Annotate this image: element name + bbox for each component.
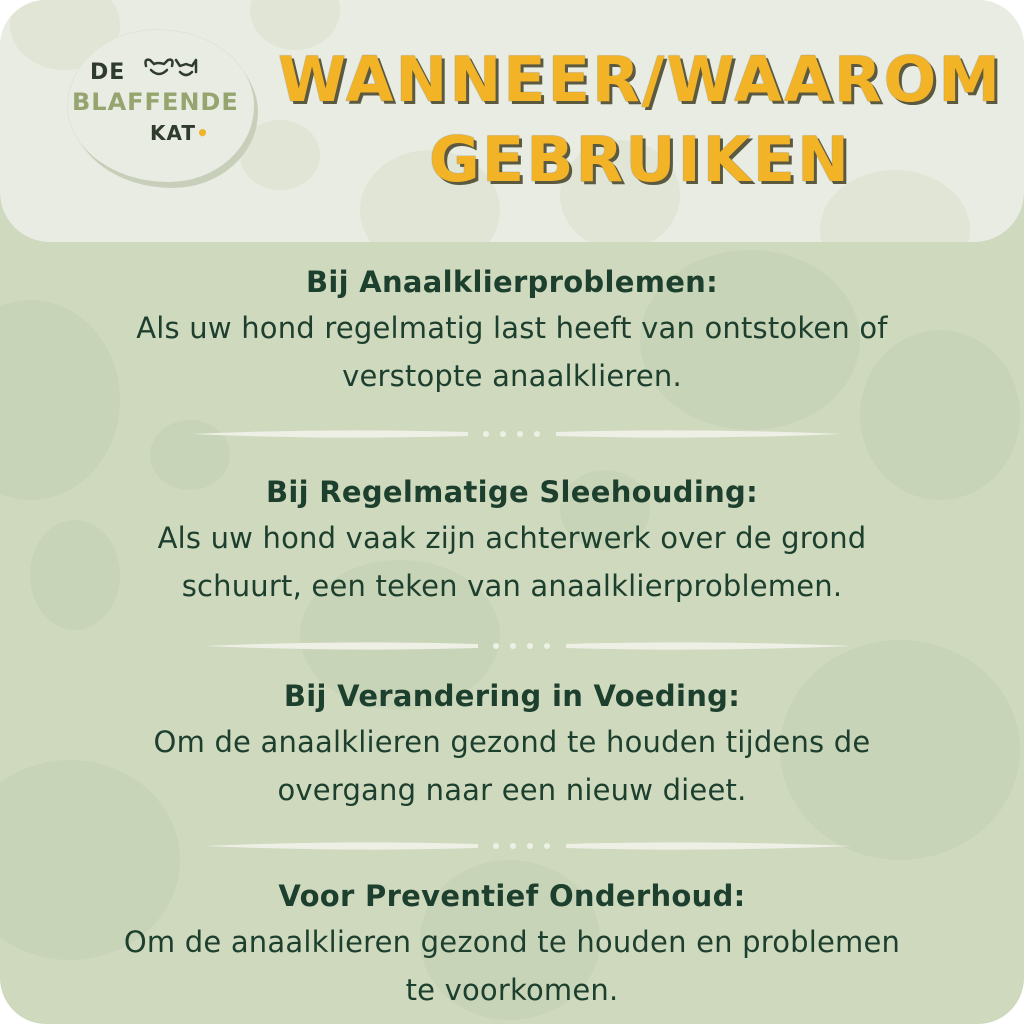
logo-dot: •: [196, 121, 210, 145]
logo-text-kat: [150, 121, 210, 145]
title-line-2: GEBRUIKEN: [429, 123, 851, 196]
section-text-line: te voorkomen.: [405, 973, 619, 1007]
section-heading: Voor Preventief Onderhoud:: [278, 879, 746, 913]
logo-kat-word: KAT: [150, 121, 197, 145]
section-divider: [0, 638, 1024, 654]
section-text-line: verstopte anaalklieren.: [342, 359, 682, 393]
section-text-line: Als uw hond vaak zijn achterwerk over de grond: [157, 521, 867, 555]
title-line-1: WANNEER/WAAROM: [277, 43, 1003, 116]
section-divider: [0, 426, 1024, 442]
section-sleehouding: [20, 472, 1004, 612]
section-text-line: Om de anaalklieren gezond te houden en problemen: [123, 925, 901, 959]
dog-and-cat-icon: [142, 56, 200, 88]
section-heading: Bij Regelmatige Sleehouding:: [265, 475, 759, 509]
section-text-line: Om de anaalklieren gezond te houden tijdens de: [153, 725, 871, 759]
section-voeding: [20, 676, 1004, 816]
logo-text-blaffende: BLAFFENDE: [72, 88, 239, 116]
logo-text-de: DE: [90, 60, 126, 85]
section-heading: Bij Verandering in Voeding:: [283, 679, 741, 713]
section-anaalklierproblemen: [20, 262, 1004, 402]
section-text-line: overgang naar een nieuw dieet.: [277, 773, 747, 807]
section-preventief-onderhoud: [20, 876, 1004, 1016]
page-title: [260, 40, 1020, 200]
section-divider: [0, 838, 1024, 854]
section-heading: Bij Anaalklierproblemen:: [305, 265, 719, 299]
section-text-line: schuurt, een teken van anaalklierproblemen.: [181, 569, 843, 603]
section-text-line: Als uw hond regelmatig last heeft van ontstoken of: [136, 311, 888, 345]
